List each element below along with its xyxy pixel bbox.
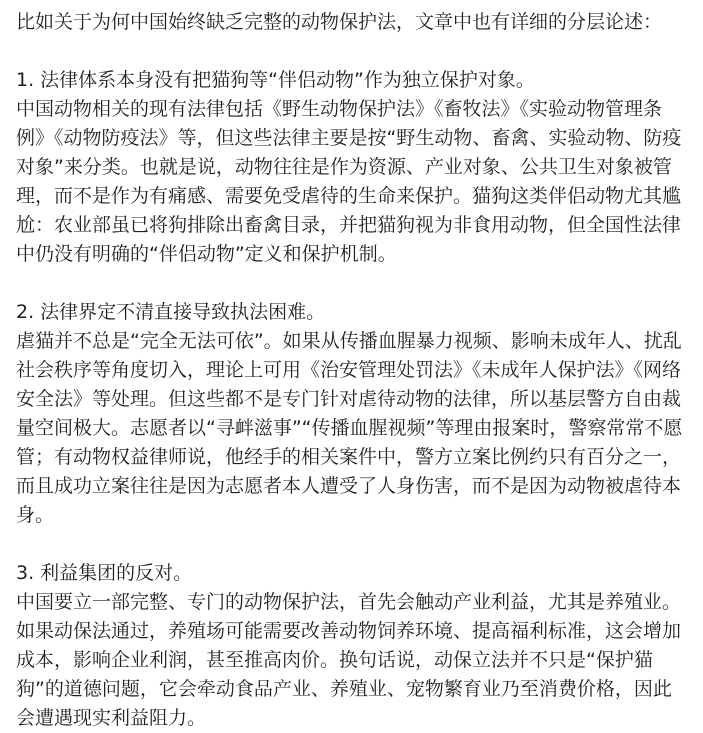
section-body: 虐猫并不总是“完全无法可依”。如果从传播血腥暴力视频、影响未成年人、扰乱社会秩序等角度切入，理论上可用《治安管理处罚法》《未成年人保护法》《网络安全法》等处理。但这些都不是专门针对虐待动物的法律，所以基层警方自由裁量空间极大。志愿者以“寻衅滋事”“传播血腥视频”等理由报案时，警察常常不愿管；有动物权益律师说，他经手的相关案件中，警方立案比例约只有百分之一，而且成功立案往往是因为志愿者本人遭受了人身伤害，而不是因为动物被虐待本身。 bbox=[16, 330, 683, 526]
section-title: 3. 利益集团的反对。 bbox=[16, 562, 193, 584]
intro-paragraph: 比如关于为何中国始终缺乏完整的动物保护法，文章中也有详细的分层论述： bbox=[16, 11, 663, 33]
section-title: 1. 法律体系本身没有把猫狗等“伴侣动物”作为独立保护对象。 bbox=[16, 69, 535, 91]
section-legal-system bbox=[16, 66, 687, 269]
section-interest-groups bbox=[16, 559, 687, 733]
section-body: 中国动物相关的现有法律包括《野生动物保护法》《畜牧法》《实验动物管理条例》《动物防疫法》等，但这些法律主要是按“野生动物、畜禽、实验动物、防疫对象”来分类。也就是说，动物往往是作为资源、产业对象、公共卫生对象被管理，而不是作为有痛感、需要免受虐待的生命来保护。猫狗这类伴侣动物尤其尴尬：农业部虽已将狗排除出畜禽目录，并把猫狗视为非食用动物，但全国性法律中仍没有明确的“伴侣动物”定义和保护机制。 bbox=[16, 98, 682, 265]
section-title: 2. 法律界定不清直接导致执法困难。 bbox=[16, 301, 326, 323]
section-body: 中国要立一部完整、专门的动物保护法，首先会触动产业利益，尤其是养殖业。如果动保法通过，养殖场可能需要改善动物饲养环境、提高福利标准，这会增加成本，影响企业利润，甚至推高肉价。换句话说，动保立法并不只是“保护猫狗”的道德问题，它会牵动食品产业、养殖业、宠物繁育业乃至消费价格，因此会遭遇现实利益阻力。 bbox=[16, 591, 682, 729]
section-enforcement bbox=[16, 298, 687, 530]
